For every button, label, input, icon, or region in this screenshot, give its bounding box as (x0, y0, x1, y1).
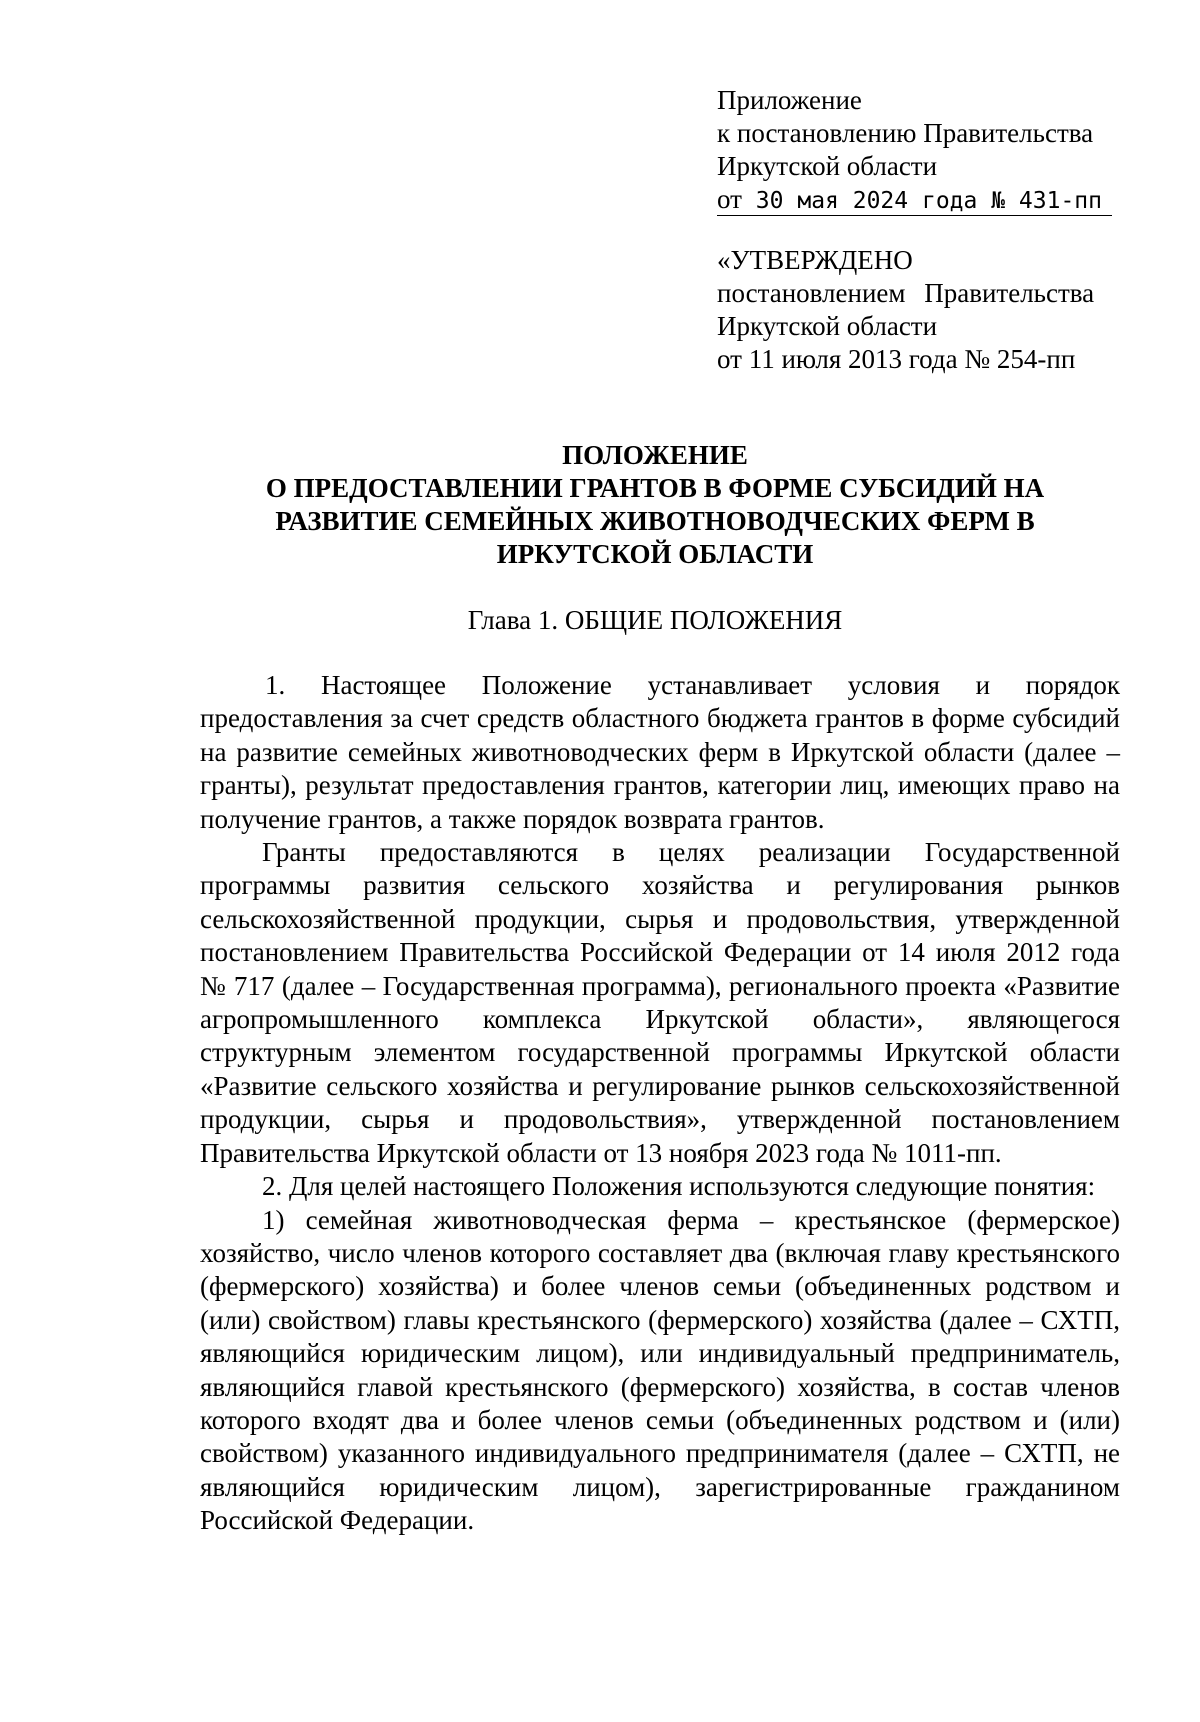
annex-header (717, 84, 1112, 216)
approved-label: «УТВЕРЖДЕНО (717, 245, 913, 275)
paragraph-1: 1. Настоящее Положение устанавливает условия и порядок предоставления за счет средств областного бюджета грантов в форме субсидий на развитие семейных животноводческих ферм в Иркутской области (далее – гранты), результат предоставления грантов, категории лиц, имеющих право на получение грантов, а также порядок возврата грантов. (200, 670, 1120, 834)
document-title (190, 439, 1120, 571)
approved-date-number: от 11 июля 2013 года № 254-пп (717, 344, 1076, 374)
annex-label: Приложение (717, 85, 862, 115)
approved-region: Иркутской области (717, 311, 938, 341)
annex-region: Иркутской области (717, 151, 938, 181)
title-line-2: О ПРЕДОСТАВЛЕНИИ ГРАНТОВ В ФОРМЕ СУБСИДИЙ НА (265, 473, 1045, 503)
annex-typed-number: 30 мая 2024 года № 431-пп (741, 188, 1102, 214)
title-line-3: РАЗВИТИЕ СЕМЕЙНЫХ ЖИВОТНОВОДЧЕСКИХ ФЕРМ В (275, 506, 1035, 536)
approved-block (717, 244, 1094, 376)
annex-number-underline (717, 185, 1112, 216)
annex-from-prefix: от (717, 184, 742, 214)
approved-by-resolution: постановлением Правительства (717, 278, 1095, 308)
annex-to-resolution: к постановлению Правительства (717, 118, 1094, 148)
document-body (200, 669, 1120, 1538)
annex-date-number-line (717, 183, 1112, 216)
paragraph-4: 1) семейная животноводческая ферма – крестьянское (фермерское) хозяйство, число членов которого составляет два (включая главу крестьянского (фермерского) хозяйства) и более членов семьи (объединенных родством и (или) свойством) главы крестьянского (фермерского) хозяйства (далее – СХТП, являющийся юридическим лицом), или индивидуальный предприниматель, являющийся главой крестьянского (фермерского) хозяйства, в состав членов которого входят два и более членов семьи (объединенных родством и (или) свойством) указанного индивидуального предпринимателя (далее – СХТП, не являющийся юридическим лицом), зарегистрированные гражданином Российской Федерации. (200, 1204, 1120, 1536)
paragraph-2: Гранты предоставляются в целях реализации Государственной программы развития сельского хозяйства и регулирования рынков сельскохозяйственной продукции, сырья и продовольствия, утвержденной постановлением Правительства Российской Федерации от 14 июля 2012 года № 717 (далее – Государственная программа), регионального проекта «Развитие агропромышленного комплекса Иркутской области», являющегося структурным элементом государственной программы Иркутской области «Развитие сельского хозяйства и регулирование рынков сельскохозяйственной продукции, сырья и продовольствия», утвержденной постановлением Правительства Иркутской области от 13 ноября 2023 года № 1011-пп. (200, 837, 1120, 1168)
title-line-4: ИРКУТСКОЙ ОБЛАСТИ (496, 539, 814, 569)
chapter-heading: Глава 1. ОБЩИЕ ПОЛОЖЕНИЯ (467, 605, 843, 635)
paragraph-3: 2. Для целей настоящего Положения используются следующие понятия: (262, 1171, 1096, 1202)
title-line-1: ПОЛОЖЕНИЕ (562, 440, 748, 470)
